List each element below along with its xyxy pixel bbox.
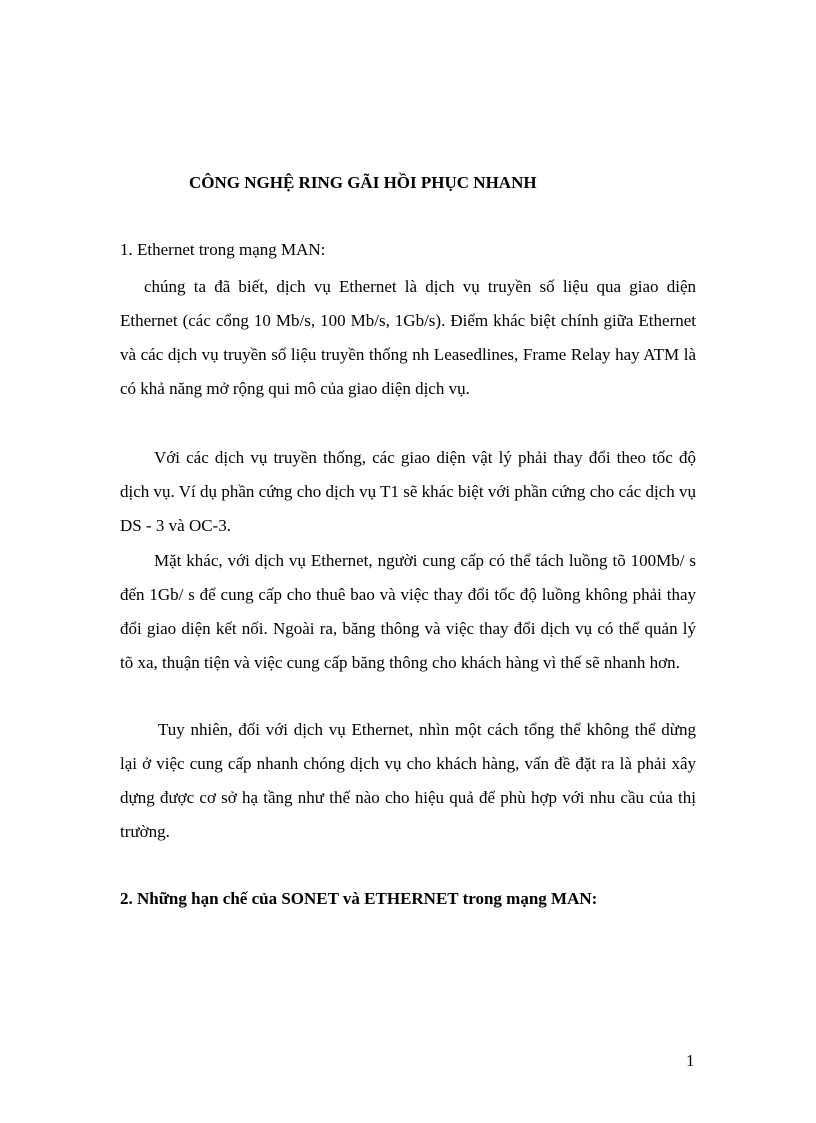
paragraph-3: Mặt khác, với dịch vụ Ethernet, người cung cấp có thể tách luồng tõ 100Mb/ s đến 1Gb/ s để cung cấp cho thuê bao và việc thay đổi tốc độ luồng không phải thay đổi giao diện kết nối. Ngoài ra, băng thông và việc thay đổi dịch vụ có thể quản lý tõ xa, thuận tiện và việc cung cấp băng thông cho khách hàng vì thế sẽ nhanh hơn. (120, 551, 696, 672)
paragraph-4: Tuy nhiên, đối với dịch vụ Ethernet, nhìn một cách tổng thể không thể dừng lại ở việc cung cấp nhanh chóng dịch vụ cho khách hàng, vấn đề đặt ra là phải xây dựng được cơ sở hạ tầng như thế nào cho hiệu quả để phù hợp với nhu cầu của thị trường. (120, 720, 696, 841)
page-title: CÔNG NGHỆ RING GÃI HỒI PHỤC NHANH (189, 173, 537, 192)
paragraph-1: chúng ta đã biết, dịch vụ Ethernet là dịch vụ truyền số liệu qua giao diện Ethernet (các cổng 10 Mb/s, 100 Mb/s, 1Gb/s). Điểm khác biệt chính giữa Ethernet và các dịch vụ truyền số liệu truyền thống nh Leasedlines, Frame Relay hay ATM là có khả năng mở rộng qui mô của giao diện dịch vụ. (120, 277, 696, 398)
section-2-heading: 2. Những hạn chế của SONET và ETHERNET trong mạng MAN: (120, 889, 598, 908)
page-number: 1 (686, 1051, 695, 1070)
section-1-heading: 1. Ethernet trong mạng MAN: (120, 240, 326, 259)
paragraph-2: Với các dịch vụ truyền thống, các giao diện vật lý phải thay đổi theo tốc độ dịch vụ. Ví dụ phần cứng cho dịch vụ T1 sẽ khác biệt với phần cứng cho các dịch vụ DS - 3 và OC-3. (120, 448, 696, 535)
